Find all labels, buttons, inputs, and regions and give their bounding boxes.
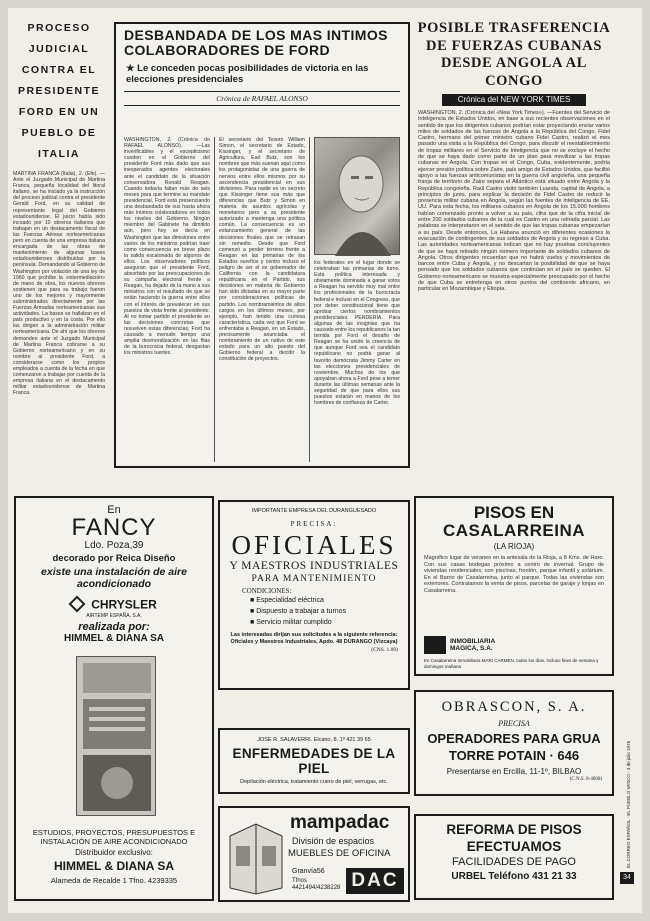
- page-number: 34: [620, 872, 634, 884]
- pisos-ad: [414, 496, 614, 676]
- obrascon-precisa: PRECISA: [498, 719, 530, 728]
- fancy-installer: HIMMEL & DIANA SA: [64, 633, 164, 644]
- pisos-agency-footer: En Casalarreina Inmobiliaria MARI CARMEN, todos los días, incluso fines de semana y domingos mañana: [424, 658, 599, 669]
- chrysler-sub: AIRTEMP ESPAÑA, S.A.: [86, 613, 142, 619]
- oficiales-code: (CNS. 1.00): [371, 647, 398, 653]
- portrait-image: [315, 138, 401, 256]
- pisos-agency: INMOBILIARIA MAGICA, S.A.: [450, 638, 495, 652]
- mampadac-brand: mampadac: [290, 812, 390, 833]
- oficiales-condition-0: ■ Especialidad eléctrica: [250, 597, 324, 604]
- fancy-footer: Alameda de Recalde 1 Tfno. 4239335: [50, 876, 178, 885]
- fancy-instalacion: existe una instalación de aire acondicionado: [41, 566, 187, 590]
- obrascon-name: OBRASCON, S. A.: [441, 699, 587, 715]
- office-partition-icon: [226, 816, 286, 896]
- reforma-line1: REFORMA DE PISOS: [446, 822, 582, 837]
- mampadac-address: Granvía56: [292, 868, 325, 875]
- fancy-ad: [14, 496, 214, 901]
- center-article-subhead: ★ Le conceden pocas posibilidades de victoria en las elecciones presidenciales: [126, 63, 369, 85]
- reforma-contact: URBEL Teléfono 431 21 33: [451, 871, 577, 882]
- pisos-logo-icon: [424, 636, 446, 654]
- mampadac-logo: DAC: [346, 868, 404, 894]
- oficiales-conditions-label: CONDICIONES:: [242, 587, 292, 595]
- partition-drawing: [226, 816, 286, 896]
- right-article: [414, 20, 614, 480]
- oficiales-precisa: PRECISA:: [290, 520, 338, 528]
- chrysler-brand: CHRYSLER: [91, 597, 157, 612]
- reforma-line2: EFECTUAMOS: [466, 839, 562, 854]
- fancy-realizada: realizada por:: [78, 621, 150, 633]
- left-article-body: MARTINA FRANCA (Italia), 2. (Efe). —Ante el Juzgado Municipal de Martina Franca, pequeña localidad del litoral italiano, se ha iniciado ya la instrucción del proceso judicial contra el presidente Gerald Ford, en su calidad de representante legal del Gobierno estadounidense. El juicio había sido incoado por 10 obreros italianos que trabajan en un destacamento fiscal de las Fuerzas Aéreas norteamericanas pero en cuenta de una empresa italiana encargada de las obras de mantenimiento de algunas bases estadounidenses distribuidas por la península. Demandando al Gobierno de Washington por violación de una ley de 1960 que prohíbe la «intermediación» de mano de obra, los nuevos obreros sostienen que para su trabajo fueron uno de los mejores y mayormente subministrados directamente por las Fuerzas Armadas norteamericanas sus actividades. La bases se hallaban en el país productivo y en la costa. Por ello las dirigen a la administración militar norteamericana. De ahí que los obreros demanden ante el Juzgado Municipal de Martina Franca cobrarse a su Gobierno norteamericano y en su nombre al presidente Ford, a considerarse como los propios empleados a cuenta de la fecha en que comenzaron a trabajar por cuenta de la empresa italiana en el destacamento militar estadounidense de Martina Franca.: [13, 171, 105, 397]
- obrascon-ad: [414, 690, 614, 796]
- center-col-3: los federales en el lugar donde se celebraban las primarias de turno. Esta política interesada y obviamente dominada a ganar votos a Reagan ha servido muy mal entre los profesionales de la burocracia federal e incluso en el Congreso, que por deber constitucional tiene que aprobar ciertos nombramientos presidenciales. PERDERÍA. Para algunas de las insignias que ha causado entre los republicanos la tan temida por Ford el desafío de Reagan se ha unido la creencia de que aunque Ford sea el candidato republicano no podrá ganar al favorito demócrata Jimmy Carter en las elecciones presidenciales de noviembre. Muchos de los que apoyaban ahora a Ford pese a temer durante las últimas semanas ante la seguridad de que para ellos sus puestos estarán en manos de los hombres de confianza de Carter.: [314, 260, 400, 407]
- obrascon-line2: TORRE POTAIN · 646: [448, 748, 580, 763]
- left-article: [10, 18, 108, 488]
- pisos-body: Magnífico lugar de veraneo en la antesala de la Rioja, a 8 Kms. de Haro. Con sus casas bodegas próximo a centro de invernal. Grupo de viviendas residenciales, con piscinas, frontón, parque infantil y solárium. En el Barrio de Casalarreina, junto al parque. Todas las viviendas son exteriores. Contratamos la venta de pisos, parcelas de garaje y lonjas en Casalarreina.: [424, 555, 604, 594]
- newspaper-page: [8, 8, 642, 913]
- ford-photo: [314, 137, 400, 255]
- oficiales-purpose: PARA MANTENIMIENTO: [251, 574, 377, 584]
- oficiales-footer: Las interesadas dirijan sus solicitudes a la siguiente referencia: Oficiales y Maestros Industriales, Apdo. 48 DURANGO (Vizcaya): [230, 632, 398, 645]
- oficiales-condition-1: ■ Dispuesto a trabajar a turnos: [250, 608, 347, 615]
- fancy-brand: FANCY: [71, 514, 157, 541]
- fancy-distributor-name: HIMMEL & DIANA SA: [54, 859, 174, 873]
- center-col-2: El secretario del Tesoro William Simon, el secretario de Estado, Kissinger, y el secretario de Agricultura, Earl Butz, son los nombres que más suenan aquí como los protagonistas de una guerra de nervios entre ellos mismos por su ascendencia presidencial en sus divisiones. Para nadie es un secreto que Kissinger tiene sus más que diferencias que Butz y Simon en materia de asuntos agrícolas y monetarios pero a su presidente autorizado a mantenga una política común. La consecuencia es un estancamiento general de las decisiones finales que se retrasan sin remedio. Desde que Ford comenzó a perder terreno frente a Reagan en las primarias de los Estados sureños y centro incluso el peligro de ser el ex gobernador de California con la candidatura republicana en el Partido, sus decisiones en materia de Gobierno han sido dictadas en su mayor parte por consideraciones políticas de partido. Los nombramientos de altos cargos en los últimos meses, por ejemplo, han tenido una curiosa característica, cada vez que Ford se enfrentaba a Reagan, en un Estado, precisamente anunciaba el nombramiento de un nativo de este estado para un alto puesto del Gobierno federal a decidir la constitución de proyectos.: [219, 137, 305, 363]
- fancy-en: En: [107, 504, 121, 516]
- center-article-byline: Crónica de RAFAEL ALONSO: [216, 94, 308, 103]
- margin-folio: [618, 708, 630, 868]
- piel-sub: Depilación eléctrica, tratamiento cuero de piel, verrugas, etc.: [240, 779, 388, 785]
- oficiales-condition-2-text: Servicio militar cumplido: [256, 619, 332, 626]
- mampadac-line1: División de espacios: [292, 836, 375, 846]
- oficiales-top: IMPORTANTE EMPRESA DEL DURANGUESADO: [251, 508, 377, 514]
- folio-text: EL CORREO ESPAÑOL · EL PUEBLO VASCO · 3 de julio 1976: [626, 740, 631, 868]
- oficiales-condition-0-text: Especialidad eléctrica: [256, 597, 324, 604]
- reforma-ad: [414, 814, 614, 900]
- oficiales-condition-2: ■ Servicio militar cumplido: [250, 619, 332, 626]
- reforma-line3: FACILIDADES DE PAGO: [452, 856, 576, 868]
- mampadac-phones: Tfnos 4421494/4238228: [292, 878, 341, 891]
- fancy-address: Ldo. Poza,39: [84, 540, 144, 551]
- pisos-title1: PISOS EN: [473, 503, 555, 522]
- right-article-body: WASHINGTON, 2. (Crónica del «New York Times»). —Fuentes del Servicio de Inteligencia de Estados Unidos, en base a sus recientes observaciones en el sentido de que los dirigentes cubanos podrían estar proyectando enviar varios miles de soldados de las fuerzas de Angola a la República del Congo. Fidel Castro, hermano del primer ministro cubano Fidel Castro, realizó el mes pasado una visita a la República del Congo, para discutir el reestablecimiento de tropas militares en el Servicio de Inteligencia que no se excluye el hecho de que se haya dado como parte de un plan para movilizar a las tropas cubanas en Angola. Con tropas en el Congo, Cuba, evidentemente, podría ejercer presión política sobre Zaire, país amigo de Estados Unidos, que facilitó apoyo a las fuerzas anticomunistas en la guerra civil angoleña, una pequeña franja de territorio de Zaire separa el Atlántico está situado entre Angola y la República congoleña. Raúl Castro visitó también Luanda, capital de Angola, a principios de junio, para explicar la decisión de Fidel Castro de reducir la presencia militar cubana en Angola, según las fuentes de inteligencia de EE. UU. Para esta fecha, los militares cubanos en Angola de los 15.000 hombres habían comenzado pronto a volver a su país, cifra que de la cifra inicial de entre 200 soldados cubanos de la cual es Castro en una retirada parcial. Las palabras se interpretaron en el sentido de que las tropas cubanas empezarían a su país. Desde entonces, La Habana anunció en diferentes ocasiones la evacuación de contingentes de sus soldados de Angola y su regreso a Cuba. Las autoridades norteamericanas indican que no hay pruebas concluyentes de que se haya retirado ningún número importante de soldados cubanos de Angola. Otros dirigentes recuerdan que no habrá vuelos y movimientos de barcos entre Cuba y Angola, y no descartan la posibilidad de que se haya pensado que los soldados cubanos que continúan en el país se queden. El Gobierno norteamericano se muestra especialmente preocupado por el hecho de que Cuba se entretenga en otros puntos del continente africano, en particular en Mozambique y Etiopía.: [418, 110, 610, 293]
- fancy-studies: ESTUDIOS, PROYECTOS, PRESUPUESTOS E INSTALACIÓN DE AIRE ACONDICIONADO: [32, 828, 196, 846]
- aircon-unit-icon: [77, 657, 157, 817]
- right-article-byline: Crónica del NEW YORK TIMES: [442, 94, 586, 106]
- chrysler-logo-icon: [69, 596, 86, 613]
- fancy-decorado: decorado por Reica Diseño: [52, 553, 176, 564]
- piel-title: ENFERMEDADES DE LA PIEL: [232, 746, 396, 776]
- fancy-distributor: Distribuidor exclusivo:: [75, 848, 153, 857]
- mampadac-ad: [218, 806, 410, 902]
- piel-doctor: JOSE R. SALAVERRI. Elcano, 8. 1ª 421 39 65: [257, 737, 371, 743]
- center-article-headline: DESBANDADA DE LOS MAS INTIMOS COLABORADORES DE FORD: [124, 27, 388, 58]
- pisos-region: (LA RIOJA): [493, 542, 535, 551]
- right-article-headline: POSIBLE TRASFERENCIA DE FUERZAS CUBANAS DESDE ANGOLA AL CONGO: [417, 20, 611, 89]
- oficiales-big: OFICIALES: [231, 530, 397, 560]
- piel-ad: [218, 728, 410, 794]
- aircon-unit-photo: [76, 656, 156, 816]
- left-article-headline: PROCESO JUDICIAL CONTRA EL PRESIDENTE FORD EN UN PUEBLO DE ITALIA: [17, 22, 101, 160]
- mampadac-line2: MUEBLES DE OFICINA: [288, 848, 391, 859]
- oficiales-ad: [218, 500, 410, 690]
- obrascon-line1: OPERADORES PARA GRUA: [427, 731, 601, 746]
- pisos-title2: CASALARREINA: [443, 521, 585, 540]
- center-col-1: WASHINGTON, 2. (Crónica de RAFAEL ALONSO). —Las inverificables y el escepticismo cunden en el Gobierno del presidente Ford más dado que sus inesperados agentes electorales ante el candidato de la situación conservadora Ronald Reagan. Cuando todavía faltan más de seis meses para que termine su mandato presidencial, Ford está presenciando una desbandada de sus hasta ahora más íntimos colaboradores en todos los niveles del Gobierno. Ningún miembro del Gabinete ha dimitido aún, pero hoy se decía en Washington que las dimisiones entre varios de los ministros podrían traer como consecuencia en breve plazo la salida escalonada de algunos de ellos. Los observadores políticos aseguran que el presidente Ford, absorbido por las preocupaciones de su campaña electoral frente a Reagan, ha dejado de la mano a sus ministros con el resultado de que se están haciendo la guerra entre ellos con el interés de prevalecer en sus puestos de vista frente al presidente. Al no tomar partido el presidente en las decisiones concretas que resuelven estas diferencias, Ford ha causado a menudo tiempo una amplia desmoralización en las filas de la burocracia federal, desgastan los ministros tuertes.: [124, 137, 210, 357]
- oficiales-sub: Y MAESTROS INDUSTRIALES: [229, 560, 399, 572]
- center-article: [114, 22, 410, 468]
- obrascon-contact: Presentarse en Ercilla, 11-1º, BILBAO: [446, 767, 582, 776]
- obrascon-code: (C.N.S. 8-4000): [569, 777, 602, 782]
- oficiales-condition-1-text: Dispuesto a trabajar a turnos: [256, 608, 347, 615]
